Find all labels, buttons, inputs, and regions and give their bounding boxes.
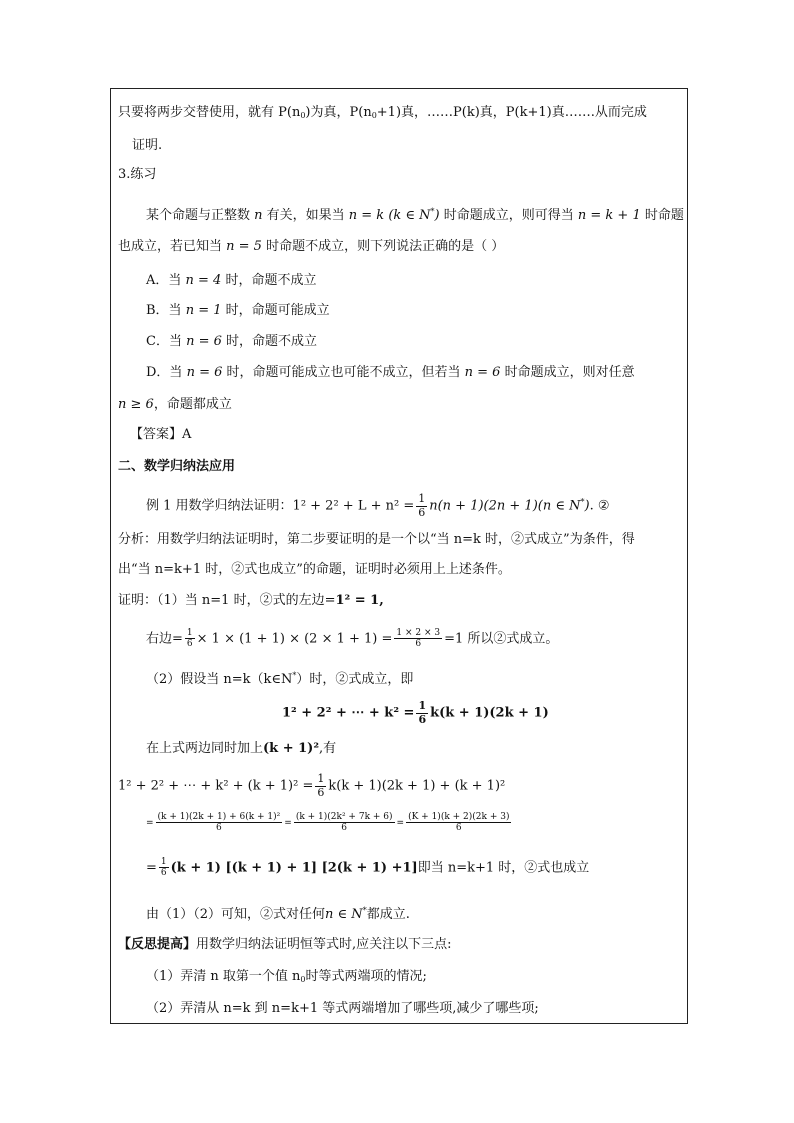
proof-step-2: （2）假设当 n=k（k∈N*）时，②式成立，即	[146, 671, 414, 687]
fraction: $\frac{1}{6}$	[418, 492, 426, 519]
problem-statement-line-1: 某个命题与正整数 n 有关，如果当 n = k (k ∈ N*) 时命题成立，则可得当 n = k + 1 时命题	[146, 207, 684, 223]
fraction: $\frac{1}{6}$	[186, 628, 193, 650]
fraction: $\frac{1 \times 2 \times 3}{6}$	[396, 628, 441, 650]
reflection-point-2: （2）弄清从 n=k 到 n=k+1 等式两端增加了哪些项,减少了哪些项;	[146, 1001, 539, 1016]
text-line-2: 证明.	[132, 138, 163, 153]
fraction: $\frac{1}{6}$	[160, 857, 167, 879]
expansion-equation: = $\frac{\text{(k + 1)(2k + 1) + 6(k + 1)²}}{6}$ = $\frac{\text{(k + 1)(2k² + 7k + 6)}}{6}$ = $\frac{(K + 1)(k + 2)(2k + 3)}{6}$	[146, 812, 510, 834]
conclusion-line: 由（1）（2）可知，②式对任何n ∈ N*都成立.	[146, 906, 410, 922]
section-application-heading: 二、数学归纳法应用	[118, 459, 236, 474]
problem-statement-line-2: 也成立，若已知当 n = 5 时命题不成立，则下列说法正确的是（ ）	[118, 239, 505, 254]
proof-right-side: 右边= $\frac{1}{6}$ × 1 × (1 + 1) × (2 × 1 + 1) = $\frac{1 \times 2 \times 3}{6}$ =1 所以②式成立。	[146, 628, 559, 650]
induction-hypothesis-equation: 1² + 2² + ⋯ + k² = $\frac{1}{6}$ k(k + 1)(2k + 1)	[282, 699, 549, 726]
option-d: D．当 n = 6 时，命题可能成立也可能不成立，但若当 n = 6 时命题成立，则对任意	[146, 365, 635, 380]
fraction: $\frac{1}{6}$	[418, 699, 427, 726]
option-c: C．当 n = 6 时，命题不成立	[146, 334, 318, 349]
analysis-line-1: 分析：用数学归纳法证明时，第二步要证明的是一个以“当 n=k 时，②式成立”为条件，得	[118, 532, 635, 547]
option-d-continued: n ≥ 6，命题都成立	[118, 397, 232, 412]
reflection-heading: 【反思提高】用数学归纳法证明恒等式时,应关注以下三点:	[118, 937, 452, 952]
final-form-equation: = $\frac{1}{6}$ (k + 1) [(k + 1) + 1] [2(k + 1) +1]即当 n=k+1 时，②式也成立	[146, 857, 590, 879]
reflection-point-1: （1）弄清 n 取第一个值 $n_0$时等式两端项的情况;	[146, 969, 427, 984]
fraction: $\frac{\text{(k + 1)(2k² + 7k + 6)}}{6}$	[295, 812, 393, 834]
fraction: $\frac{1}{6}$	[317, 772, 325, 799]
analysis-line-2: 出“当 n=k+1 时，②式也成立”的命题，证明时必须用上上述条件。	[118, 562, 511, 577]
example-1-statement: 例 1 用数学归纳法证明：1² + 2² + L + n² = $\frac{1}{6}$ n(n + 1)(2n + 1)(n ∈ N*). ②	[146, 492, 610, 519]
fraction: $\frac{\text{(k + 1)(2k + 1) + 6(k + 1)²}}{6}$	[157, 812, 281, 834]
sum-equation: 1² + 2² + ⋯ + k² + (k + 1)² = $\frac{1}{6}$ k(k + 1)(2k + 1) + (k + 1)²	[118, 772, 506, 799]
fraction: $\frac{(K + 1)(k + 2)(2k + 3)}{6}$	[408, 812, 510, 834]
add-term-line: 在上式两边同时加上(k + 1)²,有	[146, 741, 337, 756]
answer-label: 【答案】A	[130, 427, 192, 442]
proof-step-1: 证明：（1）当 n=1 时，②式的左边=1² = 1,	[118, 593, 384, 608]
section-practice-heading: 3.练习	[118, 167, 157, 182]
option-b: B．当 n = 1 时，命题可能成立	[146, 303, 330, 318]
text-line-1: 只要将两步交替使用，就有 $P(n_0)$为真，$P(n_0+1)$真，……P(k)真，P(k+1)真…….从而完成	[118, 105, 647, 120]
content-table-cell	[110, 88, 688, 1024]
option-a: A．当 n = 4 时，命题不成立	[146, 273, 317, 288]
